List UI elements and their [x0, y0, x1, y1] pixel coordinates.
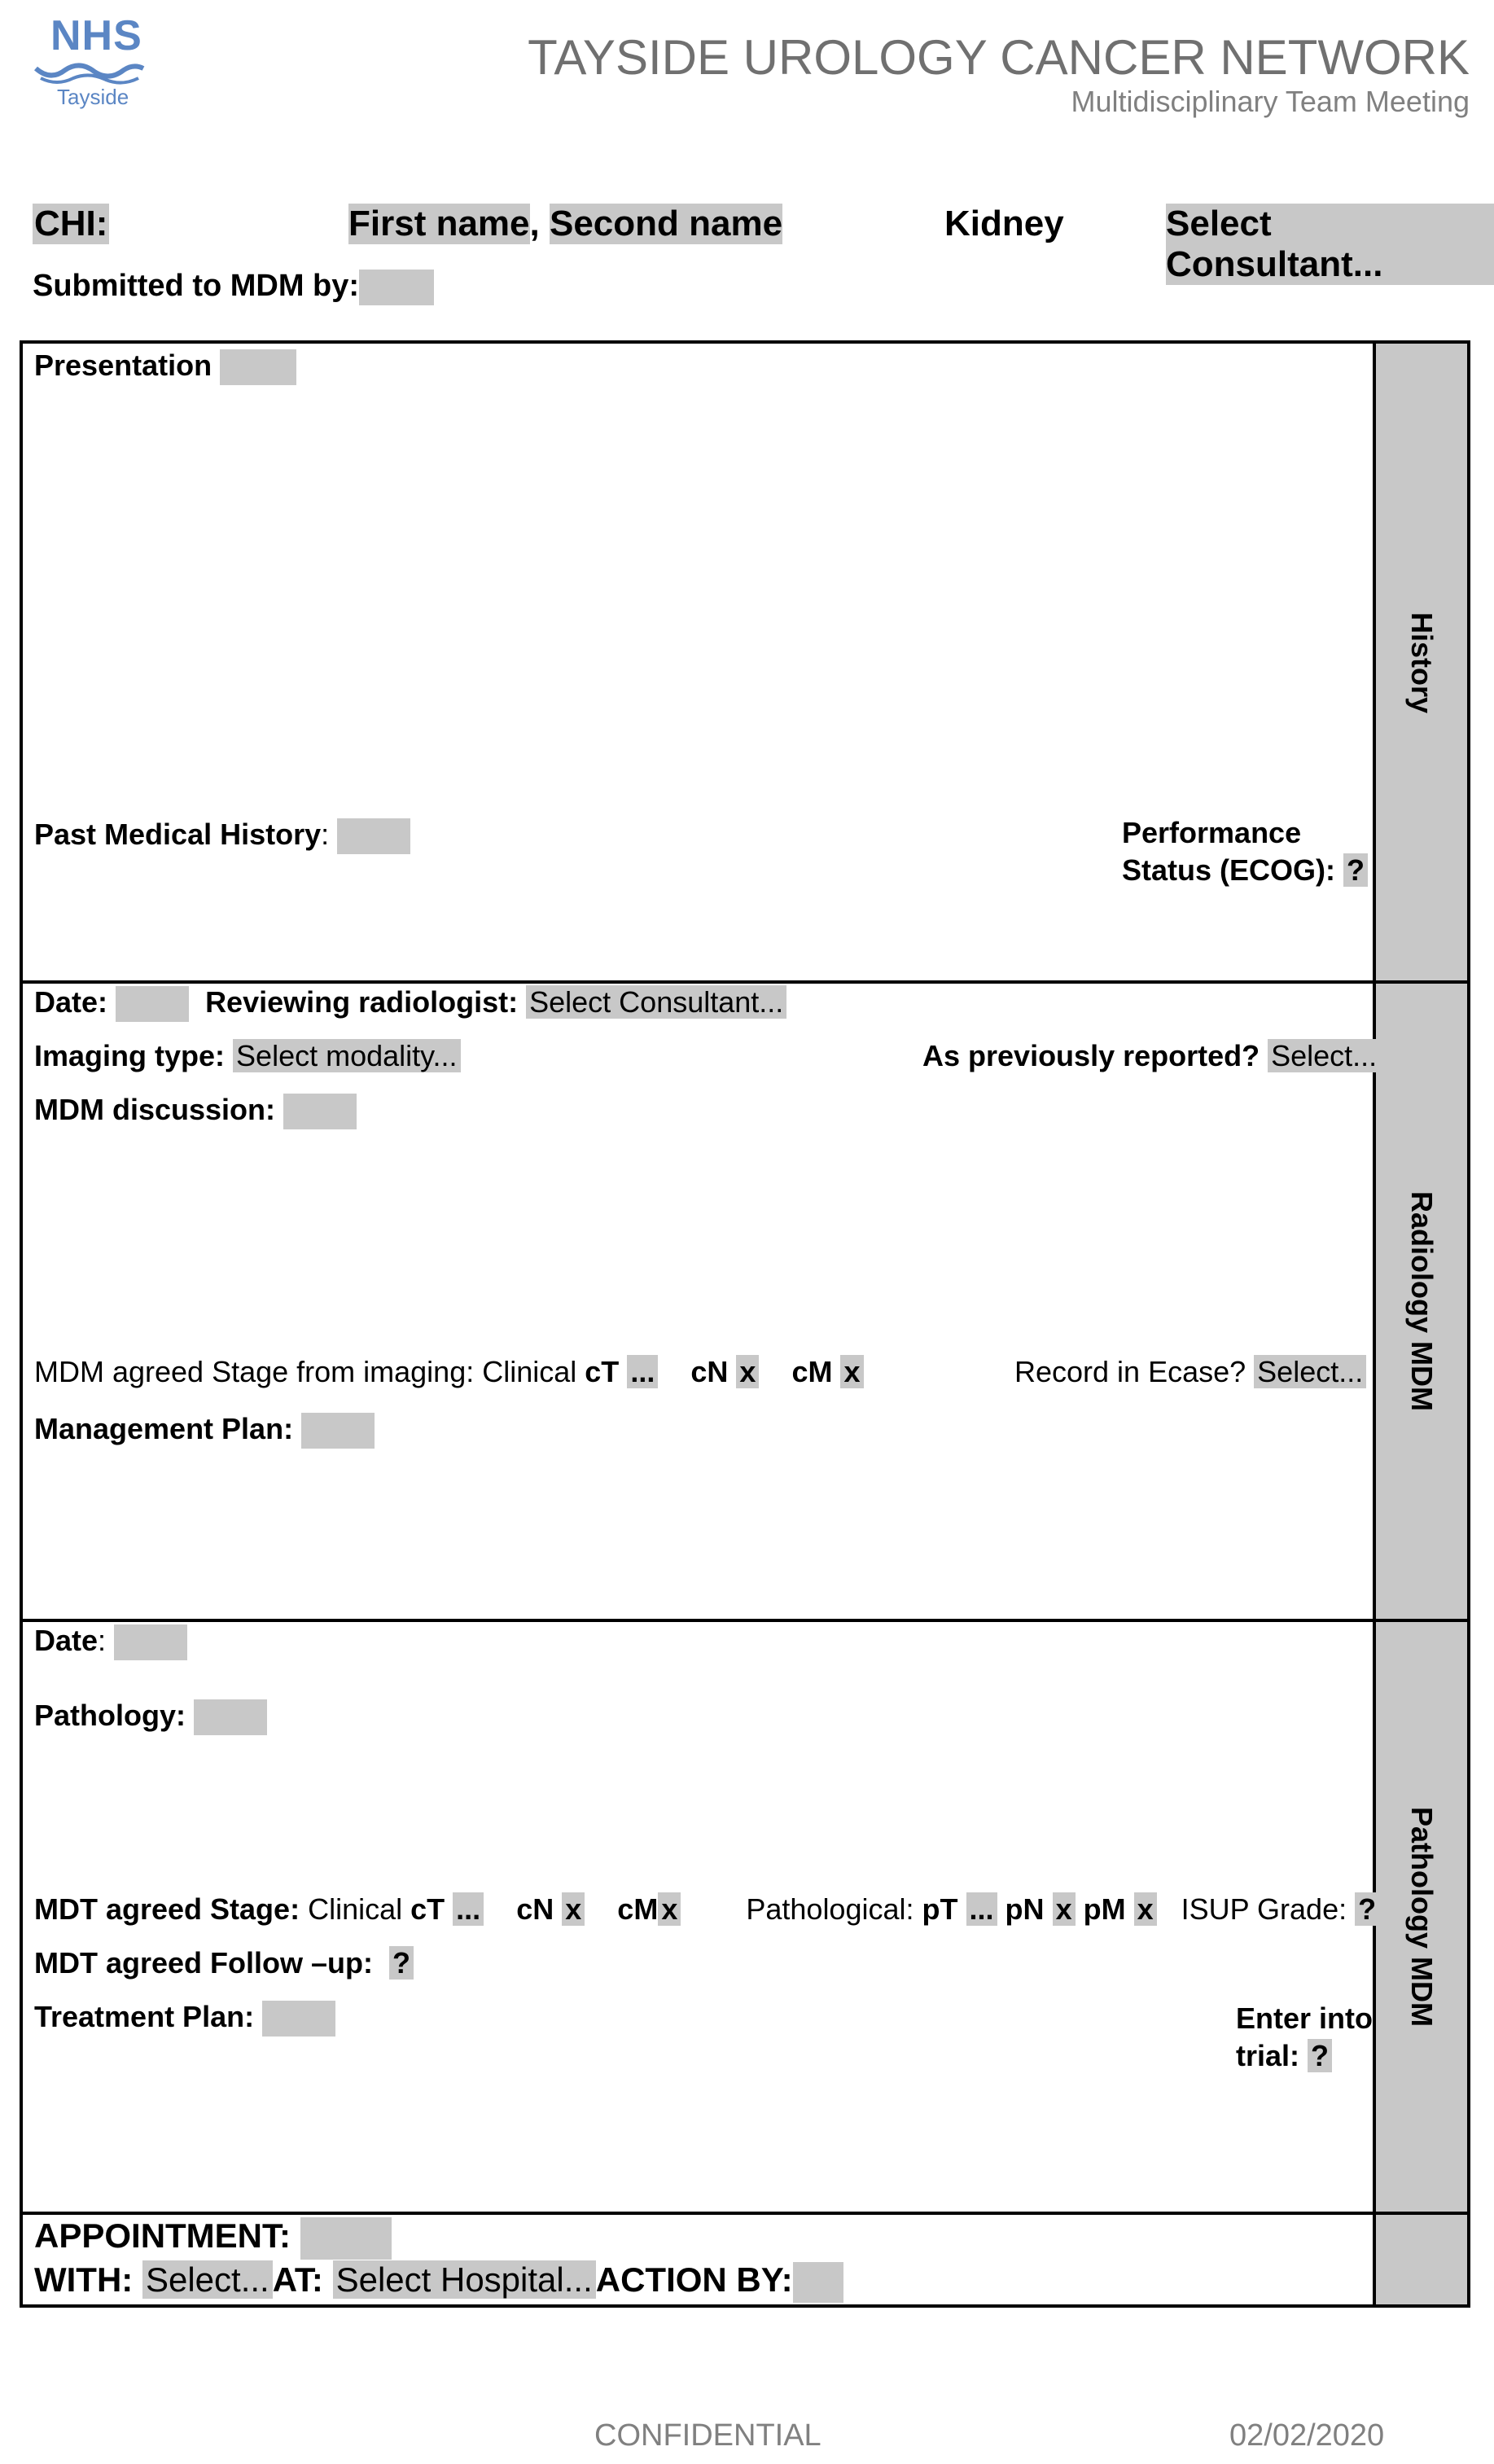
consultant-select[interactable]: Select Consultant...	[1166, 204, 1494, 285]
divider	[23, 980, 1467, 984]
pt-select[interactable]: ...	[966, 1892, 997, 1926]
history-side-header: History	[1373, 344, 1467, 982]
document-subtitle: Multidisciplinary Team Meeting	[1071, 85, 1470, 118]
management-plan-row: Management Plan:	[34, 1412, 375, 1449]
pn-select[interactable]: x	[1053, 1892, 1076, 1926]
radiology-side-header: Radiology MDM	[1373, 982, 1467, 1620]
radiology-date-row: Date: Reviewing radiologist: Select Consultant...	[34, 985, 786, 1022]
path-cm-select[interactable]: x	[658, 1892, 681, 1926]
logo-brand: NHS	[50, 12, 142, 59]
pathology-date-row: Date:	[34, 1624, 187, 1660]
cn-select[interactable]: x	[736, 1355, 759, 1388]
organ-label: Kidney	[944, 204, 1064, 243]
path-ct-select[interactable]: ...	[453, 1892, 484, 1926]
submitted-by: Submitted to MDM by:	[33, 269, 434, 305]
isup-select[interactable]: ?	[1355, 1892, 1379, 1926]
imaging-type-row: Imaging type: Select modality...	[34, 1039, 461, 1073]
hospital-select[interactable]: Select Hospital...	[333, 2260, 596, 2299]
management-plan-field[interactable]	[301, 1413, 375, 1449]
appointment-side-header	[1373, 2213, 1467, 2304]
chi-label[interactable]: CHI:	[34, 204, 108, 243]
radiologist-select[interactable]: Select Consultant...	[526, 985, 786, 1019]
previously-reported-select[interactable]: Select...	[1268, 1039, 1380, 1072]
treatment-plan-row: Treatment Plan:	[34, 2000, 335, 2037]
wave-icon	[33, 60, 147, 85]
pathology-side-header: Pathology MDM	[1373, 1620, 1467, 2213]
appointment-row: APPOINTMENT:	[34, 2216, 392, 2260]
pm-select[interactable]: x	[1134, 1892, 1157, 1926]
mdt-form-table	[20, 340, 1470, 2308]
followup-select[interactable]: ?	[389, 1946, 414, 1980]
cm-select[interactable]: x	[840, 1355, 863, 1388]
ecog-select[interactable]: ?	[1343, 853, 1368, 887]
document-title: TAYSIDE UROLOGY CANCER NETWORK	[528, 30, 1470, 85]
confidential-footer: CONFIDENTIAL	[594, 2418, 821, 2453]
nhs-tayside-logo	[33, 10, 155, 107]
action-by-field[interactable]	[793, 2262, 843, 2303]
patient-name[interactable]: First name, Second name	[348, 204, 783, 243]
with-select[interactable]: Select...	[142, 2260, 273, 2299]
pmh-field[interactable]	[337, 818, 410, 854]
pathology-date-field[interactable]	[114, 1624, 187, 1660]
previously-reported-row: As previously reported? Select...	[922, 1039, 1380, 1073]
divider	[23, 2212, 1467, 2215]
performance-status: Performance Status (ECOG): ?	[1122, 814, 1368, 889]
mdm-discussion-row: MDM discussion:	[34, 1093, 357, 1129]
presentation-field[interactable]	[220, 349, 296, 385]
submitted-by-field[interactable]	[359, 270, 434, 305]
trial-select[interactable]: ?	[1308, 2039, 1332, 2072]
appointment-field[interactable]	[300, 2217, 392, 2260]
past-medical-history-row: Past Medical History:	[34, 818, 410, 854]
ecase-row: Record in Ecase? Select...	[1014, 1355, 1366, 1389]
second-name-field[interactable]: Second name	[549, 204, 783, 243]
radiology-stage-row: MDM agreed Stage from imaging: Clinical cT ... cN x cM x	[34, 1355, 864, 1389]
ct-select[interactable]: ...	[627, 1355, 658, 1388]
mdm-discussion-field[interactable]	[283, 1094, 357, 1129]
pathology-field[interactable]	[194, 1699, 267, 1735]
pathology-row: Pathology:	[34, 1699, 267, 1735]
ecase-select[interactable]: Select...	[1254, 1355, 1366, 1388]
logo-region: Tayside	[57, 85, 129, 109]
followup-row: MDT agreed Follow –up: ?	[34, 1946, 414, 1980]
appointment-details-row: WITH: Select...AT: Select Hospital...ACTION BY:	[34, 2260, 843, 2303]
treatment-plan-field[interactable]	[262, 2001, 335, 2037]
first-name-field[interactable]: First name	[348, 204, 530, 243]
path-cn-select[interactable]: x	[562, 1892, 585, 1926]
footer-date: 02/02/2020	[1229, 2418, 1385, 2453]
divider	[23, 1619, 1467, 1622]
presentation-row: Presentation	[34, 349, 296, 385]
imaging-modality-select[interactable]: Select modality...	[233, 1039, 460, 1072]
radiology-date-field[interactable]	[116, 986, 189, 1022]
pathology-stage-row: MDT agreed Stage: Clinical cT ... cN x cM x Pathological: pT ... pN x pM x ISUP Grade: ?	[34, 1892, 1379, 1927]
enter-trial: Enter into trial: ?	[1236, 2001, 1373, 2072]
